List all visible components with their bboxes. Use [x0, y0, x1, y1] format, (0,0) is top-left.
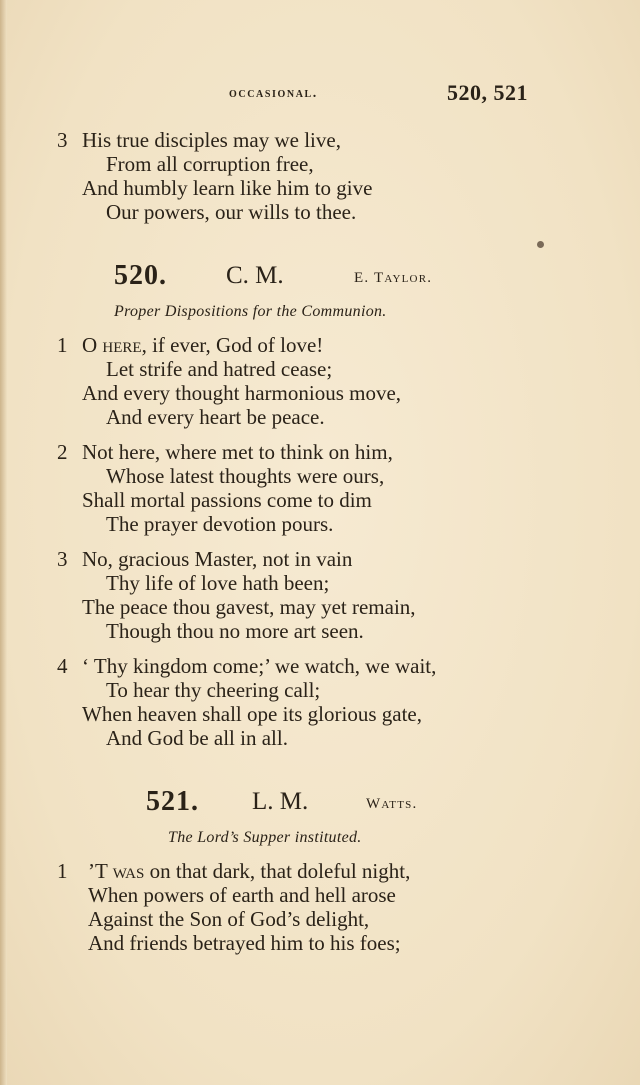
hymn-520-heading: [0, 260, 640, 294]
stanza-number: 3: [57, 128, 68, 152]
verse-line: [82, 333, 323, 357]
verse-line: When heaven shall ope its glorious gate,: [82, 702, 422, 726]
verse-line: Our powers, our wills to thee.: [106, 200, 357, 224]
hymn-author: E. Taylor.: [354, 270, 433, 286]
verse-line: Against the Son of God’s delight,: [88, 907, 370, 931]
running-head: [0, 80, 640, 108]
verse-line: And every thought harmonious move,: [82, 381, 402, 405]
hymn-subtitle: Proper Dispositions for the Communion.: [114, 303, 387, 320]
verse-line: From all corruption free,: [106, 152, 314, 176]
initial-word: O here,: [82, 333, 147, 357]
verse-line: The prayer devotion pours.: [106, 512, 334, 536]
verse-line: And friends betrayed him to his foes;: [88, 931, 401, 955]
hymn-meter: C. M.: [226, 262, 284, 289]
ink-speck: [537, 241, 544, 248]
hymn-meter: L. M.: [252, 788, 309, 815]
verse-line: Whose latest thoughts were ours,: [106, 464, 385, 488]
verse-line: Let strife and hatred cease;: [106, 357, 333, 381]
verse-line: His true disciples may we live,: [82, 128, 341, 152]
stanza-number: 2: [57, 440, 68, 464]
verse-line: Not here, where met to think on him,: [82, 440, 393, 464]
hymn-number: 521.: [146, 786, 199, 817]
stanza-number: 1: [57, 333, 68, 357]
hymn-subtitle: The Lord’s Supper instituted.: [168, 829, 362, 846]
initial-word: ’T was: [88, 859, 145, 883]
first-line-rest: on that dark, that doleful night,: [144, 859, 411, 883]
verse-line: And every heart be peace.: [106, 405, 325, 429]
verse-line: And humbly learn like him to give: [82, 176, 373, 200]
running-head-page-numbers: 520, 521: [447, 80, 528, 105]
hymn-521-heading: [0, 786, 640, 820]
verse-line: [88, 859, 410, 883]
running-head-title: occasional.: [229, 86, 318, 101]
verse-line: Shall mortal passions come to dim: [82, 488, 372, 512]
verse-line: Thy life of love hath been;: [106, 571, 330, 595]
verse-line: ‘ Thy kingdom come;’ we watch, we wait,: [82, 654, 437, 678]
stanza-number: 1: [57, 859, 68, 883]
verse-line: When powers of earth and hell arose: [88, 883, 396, 907]
stanza-number: 3: [57, 547, 68, 571]
first-line-rest: if ever, God of love!: [146, 333, 324, 357]
verse-line: Though thou no more art seen.: [106, 619, 364, 643]
hymn-author: Watts.: [366, 796, 418, 812]
verse-line: No, gracious Master, not in vain: [82, 547, 353, 571]
page-edge: [0, 0, 7, 1085]
verse-line: And God be all in all.: [106, 726, 288, 750]
stanza-number: 4: [57, 654, 68, 678]
hymn-number: 520.: [114, 260, 167, 291]
verse-line: The peace thou gavest, may yet remain,: [82, 595, 416, 619]
verse-line: To hear thy cheering call;: [106, 678, 321, 702]
